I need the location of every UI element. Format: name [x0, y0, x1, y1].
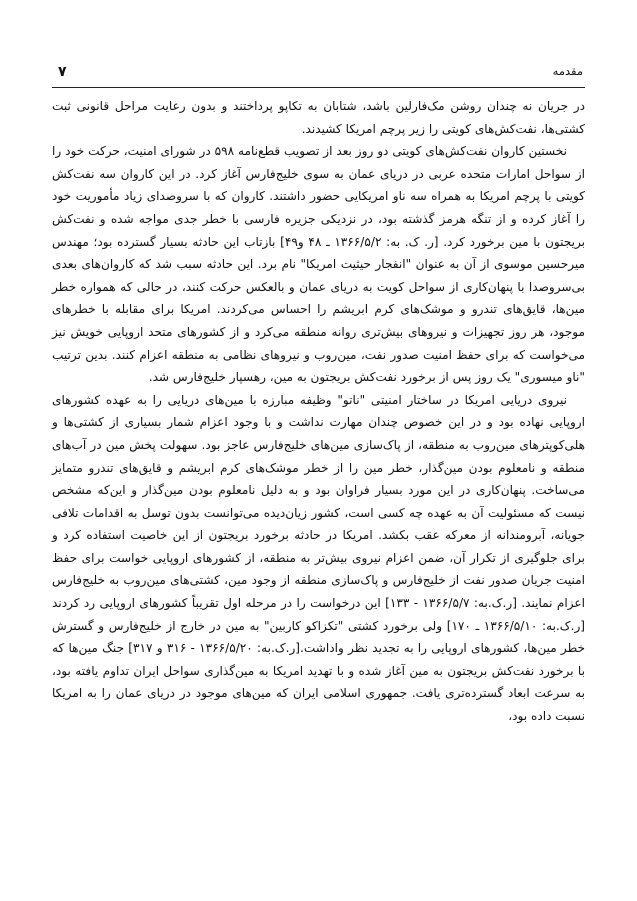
paragraph: در جریان نه چندان روشن مک‌فارلین باشد، شتابان به تکاپو پرداختند و بدون رعایت مراحل قانونی ثبت کشتی‌ها، نفت‌کش‌های کویتی را زیر پرچم امریکا کشیدند.: [52, 99, 585, 136]
body-text: [52, 95, 585, 728]
running-title: مقدمه: [552, 64, 583, 78]
paragraph: نخستین کاروان نفت‌کش‌های کویتی دو روز بعد از تصویب قطع‌نامه ۵۹۸ در شورای امنیت، حرکت خود را از سواحل امارات متحده عربی در دریای عمان به سوی خلیج‌فارس آغاز کرد. در این کاروان سه نفت‌کش کویتی با پرچم امریکا به همراه سه ناو امریکایی حضور داشتند. کاروان که با سروصدای زیاد مأموریت خود را آغاز کرده و از تنگه هرمز گذشته بود، در نزدیکی جزیره فارسی با خطر جدی مواجه شده و نفت‌کش بریجتون با مین برخورد کرد. [ر. ک. به: ۱۳۶۶/۵/۲ ـ ۴۸ و۴۹] بازتاب این حادثه بسیار گسترده بود؛ مهندس میرحسین موسوی از آن به عنوان "انفجار حیثیت امریکا" نام برد. این حادثه سبب شد که کاروان‌های بعدی بی‌سروصدا با پنهان‌کاری از سواحل کویت به دریای عمان و بالعکس حرکت کنند، در حالی که همواره خطر مین‌ها، قایق‌های تندرو و موشک‌های کرم ابریشم را احساس می‌کردند. امریکا برای مقابله با خطرهای موجود، هر روز تجهیزات و نیروهای بیش‌تری روانه منطقه می‌کرد و از کشورهای متحد اروپایی خویش نیز می‌خواست که برای حفظ امنیت صدور نفت، مین‌روب و نیروهای نظامی به منطقه اعزام کنند. بدین ترتیب "ناو میسوری" یک روز پس از برخورد نفت‌کش بریجتون به مین، رهسپار خلیج‌فارس شد.: [52, 144, 586, 385]
paragraph: نیروی دریایی امریکا در ساختار امنیتی "ناتو" وظیفه مبارزه با مین‌های دریایی را به عهده کشورهای اروپایی نهاده بود و در این خصوص چندان مهارت نداشت و با وجود اعزام شمار بسیاری از کشتی‌ها و هلی‌کوپترهای مین‌روب به منطقه، از پاک‌سازی مین‌های خلیج‌فارس عاجز بود. سهولت پخش مین در آب‌های منطقه و نامعلوم بودن مین‌گذار، خطر مین را از خطر موشک‌های کرم ابریشم و قایق‌های تندرو متمایز می‌ساخت. پنهان‌کاری در این مورد بسیار فراوان بود و به دلیل نامعلوم بودن مین‌گذار و این‌که مشخص نیست که مسئولیت آن به عهده چه کسی است، کشور زیان‌دیده می‌توانست بدون توسل به اقدامات تلافی جویانه، آبرومندانه از معرکه عقب بکشد. امریکا در حادثه برخورد بریجتون از این خاصیت استفاده کرد و برای جلوگیری از تکرار آن، ضمن اعزام نیروی بیش‌تر به منطقه، از کشورهای اروپایی خواست برای حفظ امنیت جریان صدور نفت از خلیج‌فارس و پاک‌سازی منطقه از وجود مین، کشتی‌های مین‌روب به خلیج‌فارس اعزام نمایند. [ر.ک.به: ۱۳۶۶/۵/۷ - ۱۳۳] این درخواست را در مرحله اول تقریباً کشورهای اروپایی رد کردند [ر.ک.به: ۱۳۶۶/۵/۱۰ ـ ۱۷۰] ولی برخورد کشتی "تکزاکو کاربین" به مین در خارج از خلیج‌فارس و گسترش خطر مین‌ها، کشورهای اروپایی را به تجدید نظر واداشت.[ر.ک.به: ۱۳۶۶/۵/۲۰ - ۳۱۶ و ۳۱۷] جنگ مین‌ها که با برخورد نفت‌کش بریجتون به مین آغاز شده و با تهدید امریکا به مین‌گذاری سواحل ایران تداوم یافته بود، به سرعت ابعاد گسترده‌تری یافت. جمهوری اسلامی ایران که مین‌های موجود در دریای عمان را به امریکا نسبت داده بود،: [52, 392, 586, 724]
page-header: [52, 62, 585, 86]
header-rule: [52, 87, 585, 88]
page-number: ۷: [58, 64, 67, 80]
